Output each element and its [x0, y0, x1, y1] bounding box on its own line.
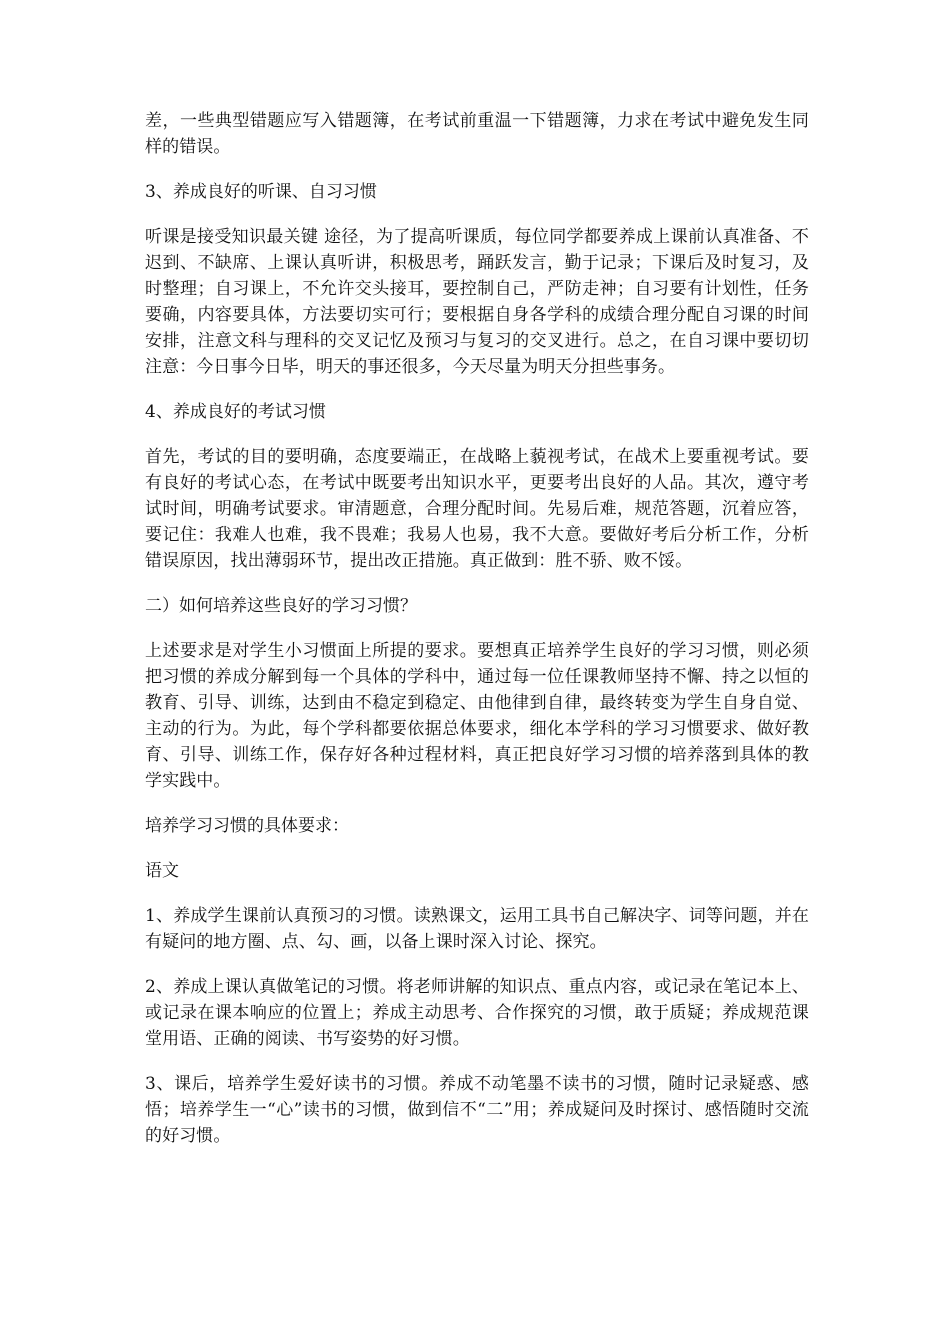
- paragraph-exam-habit: 首先，考试的目的要明确，态度要端正，在战略上藐视考试，在战术上要重视考试。要有良好的考试心态，在考试中既要考出知识水平，更要考出良好的人品。其次，遵守考试时间，明确考试要求。审清题意，合理分配时间。先易后难，规范答题，沉着应答，要记住：我难人也难，我不畏难；我易人也易，我不大意。要做好考后分析工作，分析错误原因，找出薄弱环节，提出改正措施。真正做到：胜不骄、败不馁。: [145, 447, 809, 571]
- heading-exam-habit: 4、养成良好的考试习惯: [145, 402, 326, 422]
- document-page: [145, 108, 809, 1168]
- heading-specific-requirements: 培养学习习惯的具体要求：: [145, 816, 349, 836]
- paragraph-chinese-item-1: 1、养成学生课前认真预习的习惯。读熟课文，运用工具书自己解决字、词等问题，并在有疑问的地方圈、点、勾、画，以备上课时深入讨论、探究。: [145, 906, 809, 952]
- paragraph-chinese-item-3: 3、课后，培养学生爱好读书的习惯。养成不动笔墨不读书的习惯，随时记录疑惑、感悟；培养学生一“心”读书的习惯，做到信不“二”用；养成疑问及时探讨、感悟随时交流的好习惯。: [145, 1074, 809, 1146]
- paragraph-listening-habit: 听课是接受知识最关键 途径，为了提高听课质，每位同学都要养成上课前认真准备、不迟到、不缺席、上课认真听讲，积极思考，踊跃发言，勤于记录；下课后及时复习，及时整理；自习课上，不允许交头接耳，要控制自己，严防走神；自习要有计划性，任务要确，内容要具体，方法要切实可行；要根据自身各学科的成绩合理分配自习课的时间安排，注意文科与理科的交叉记忆及预习与复习的交叉进行。总之，在自习课中要切切注意：今日事今日毕，明天的事还很多，今天尽量为明天分担些事务。: [145, 227, 809, 377]
- heading-listening-habit: 3、养成良好的听课、自习习惯: [145, 182, 377, 202]
- paragraph-chinese-item-2: 2、养成上课认真做笔记的习惯。将老师讲解的知识点、重点内容，或记录在笔记本上、或记录在课本响应的位置上；养成主动思考、合作探究的习惯，敢于质疑；养成规范课堂用语、正确的阅读、书写姿势的好习惯。: [145, 977, 809, 1049]
- paragraph-error-notebook: 差，一些典型错题应写入错题簿，在考试前重温一下错题簿，力求在考试中避免发生同样的错误。: [145, 111, 809, 157]
- heading-chinese-subject: 语文: [145, 861, 179, 881]
- paragraph-how-to-cultivate: 上述要求是对学生小习惯面上所提的要求。要想真正培养学生良好的学习习惯，则必须把习惯的养成分解到每一个具体的学科中，通过每一位任课教师坚持不懈、持之以恒的教育、引导、训练，达到由不稳定到稳定、由他律到自律，最终转变为学生自身自觉、主动的行为。为此，每个学科都要依据总体要求，细化本学科的学习习惯要求、做好教育、引导、训练工作，保存好各种过程材料，真正把良好学习习惯的培养落到具体的教学实践中。: [145, 641, 809, 791]
- heading-how-to-cultivate: 二）如何培养这些良好的学习习惯？: [145, 596, 417, 616]
